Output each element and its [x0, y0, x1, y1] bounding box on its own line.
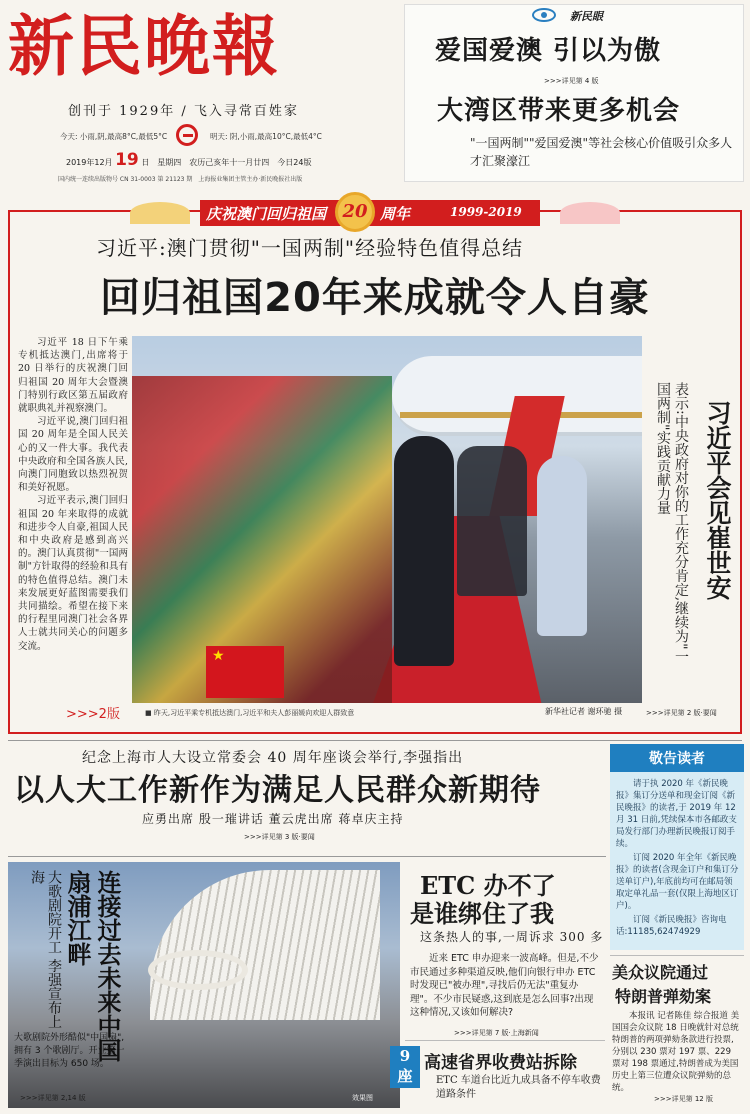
story4-headline-1[interactable]: ETC 办不了 — [420, 871, 556, 900]
seat-number: 9 — [399, 1047, 411, 1065]
entourage — [457, 446, 527, 596]
promo-ref[interactable]: >>>详见第 4 版 — [544, 77, 599, 85]
story6-body — [612, 1010, 742, 1094]
divider — [405, 1040, 605, 1041]
dateline — [66, 150, 312, 170]
story2-ref[interactable]: >>>详见第 3 版·要闻 — [244, 833, 315, 841]
leader-figure — [394, 436, 454, 666]
story3-credit: 效果图 — [352, 1094, 373, 1102]
banner-number: 20 — [335, 192, 375, 232]
notice-paragraph: 请于执 2020 年《新民晚报》集订分送单和现金订阅《新民晚报》的读者,于 2019 年 12 月 31 日前,凭续保本市各邮政支局发行部门办理新民晚报订阅手续。 — [616, 779, 737, 849]
story6-ref[interactable]: >>>详见第 12 版 — [654, 1095, 713, 1103]
photo-caption: ■ 昨天,习近平乘专机抵达澳门,习近平和夫人彭丽媛向欢迎人群致意 — [145, 709, 355, 717]
spiral-stair-shape — [148, 950, 248, 990]
banner-years: 周年 — [380, 205, 411, 223]
story2-deck: 应勇出席 殷一璀讲话 董云虎出席 蒋卓庆主持 — [142, 812, 404, 826]
notice-paragraph: 订阅《新民晚报》咨询电话:11185,62474929 — [616, 915, 727, 937]
masthead-slogan: 创刊于 1929年 / 飞入寻常百姓家 — [68, 104, 299, 119]
notice-paragraph: 订阅 2020 年全年《新民晚报》的读者(含现金订户和集订分送单订户),年底前均可在邮局领取定单礼品一套(仅限上海地区订户)。 — [616, 853, 739, 911]
promo-brand: 新民眼 — [570, 10, 603, 23]
notice-body — [616, 778, 740, 940]
lady-figure — [537, 456, 587, 636]
story4-paragraph: 近来 ETC 申办迎来一波高峰。但是,不少市民通过多种渠道反映,他们向银行申办 ETC 时发现已"被办理",寻找后仍无法"重复办理"。不少市民疑惑,这到底是怎么回事?出现这种情况,又该如何解决? — [410, 953, 599, 1018]
promo-headline-2[interactable]: 大湾区带来更多机会 — [437, 96, 681, 126]
notice-title: 敬告读者 — [649, 751, 705, 767]
story6-headline-1[interactable]: 美众议院通过 — [612, 963, 709, 982]
flag-icon — [206, 646, 284, 698]
promo-headline-1[interactable]: 爱国爱澳 引以为傲 — [435, 36, 662, 66]
story6-headline-2[interactable]: 特朗普弹劾案 — [615, 987, 712, 1006]
lead-paragraph: 习近平表示,澳门回归祖国 20 年来取得的成就和进步令人自豪,祖国人民和中央政府是感到高兴的。澳门认真贯彻"一国两制"方针取得的经验和具有的特色值得总结。澳门未来发展更好蓝图需要我们共同描绘。希望在接下来的行程里同澳门社会各界人士就共同关心的问题多交流。 — [18, 495, 128, 652]
masthead-title: 新民晚報 — [8, 7, 280, 85]
story5-deck: ETC 车道台比近九成具备不停车收费道路条件 — [436, 1075, 601, 1100]
banner-title: 庆祝澳门回归祖国 — [206, 205, 327, 223]
date-prefix: 2019年12月 — [66, 158, 113, 167]
registration-line: 国内统一连续出版物号 CN 31-0003 第 21123 期 上海报业集团主管主办·新民晚报社出版 — [58, 176, 303, 183]
photo-credit: 新华社记者 谢环驰 摄 — [545, 707, 623, 716]
story4-deck: 这条热人的事,一周诉求 300 多 — [420, 930, 604, 944]
story3-ref[interactable]: >>>详见第 2,14 版 — [20, 1094, 86, 1102]
side-ref[interactable]: >>>详见第 2 版·要闻 — [646, 709, 717, 717]
eye-icon — [532, 8, 556, 22]
date-suffix: 日 星期四 农历己亥年十一月廿四 今日24版 — [141, 158, 312, 167]
seat-label: 座 — [397, 1067, 413, 1085]
story3-text: 大歌剧院外形酷似"中国扇",拥有 3 个歌剧厅。开业第一季演出目标为 650 场。 — [14, 1033, 125, 1069]
lead-kicker: 习近平:澳门贯彻"一国两制"经验特色值得总结 — [96, 236, 524, 260]
story2-kicker: 纪念上海市人大设立常委会 40 周年座谈会举行,李强指出 — [82, 750, 464, 766]
lead-paragraph: 习近平 18 日下午乘专机抵达澳门,出席将于 20 日举行的庆祝澳门回归祖国 20 周年大会暨澳门特别行政区第五届政府就职典礼并视察澳门。 — [18, 337, 128, 415]
story4-ref[interactable]: >>>详见第 7 版·上海新闻 — [454, 1029, 539, 1037]
story5-headline[interactable]: 高速省界收费站拆除 — [424, 1053, 577, 1073]
divider — [8, 740, 742, 741]
promo-summary: "一国两制""爱国爱澳"等社会核心价值吸引众多人才汇聚濠江 — [470, 136, 733, 168]
lead-paragraph: 习近平说,澳门回归祖国 20 周年是全国人民关心的又一件大事。我代表中央政府和全国各族人民,向澳门同胞致以热烈祝贺和美好祝愿。 — [18, 416, 128, 494]
story6-paragraph: 本报讯 记者陈佳 综合报道 美国国会众议院 18 日晚就针对总统特朗普的两项弹劾条款进行投票,分别以 230 票对 197 票、229 票对 198 票通过,特朗普成为美国历史上第三位遭众议院弹劾的总统。 — [612, 1011, 740, 1093]
story4-headline-2[interactable]: 是谁绑住了我 — [410, 899, 554, 928]
seat-badge — [390, 1046, 420, 1088]
divider — [8, 856, 606, 857]
weather-tomorrow: 明天: 阴,小雨,最高10°C,最低4°C — [210, 132, 322, 141]
story3-subheadline: 大歌剧院开工 李强宣布上海 — [29, 870, 62, 1029]
logo-icon — [176, 124, 198, 146]
lead-body — [18, 336, 128, 653]
story4-body — [410, 952, 600, 1020]
weather-today: 今天: 小雨,阴,最高8°C,最低5°C — [60, 132, 168, 141]
story3-headline[interactable]: 连接过去未来中国扇浦江畔 — [63, 870, 122, 1062]
side-subheadline: 表示:中央政府对你的工作充分肯定,继续为"一国两制"实践贡献力量 — [655, 382, 689, 664]
lead-headline[interactable]: 回归祖国20年来成就令人自豪 — [100, 275, 650, 321]
story2-headline[interactable]: 以人大工作新作为满足人民群众新期待 — [14, 773, 541, 808]
lead-ref[interactable]: >>>2版 — [66, 707, 120, 722]
lead-photo — [132, 336, 642, 703]
side-headline[interactable]: 习近平会见崔世安 — [703, 400, 732, 600]
banner-range: 1999-2019 — [450, 205, 522, 219]
date-day: 19 — [115, 150, 139, 170]
divider — [610, 955, 744, 956]
